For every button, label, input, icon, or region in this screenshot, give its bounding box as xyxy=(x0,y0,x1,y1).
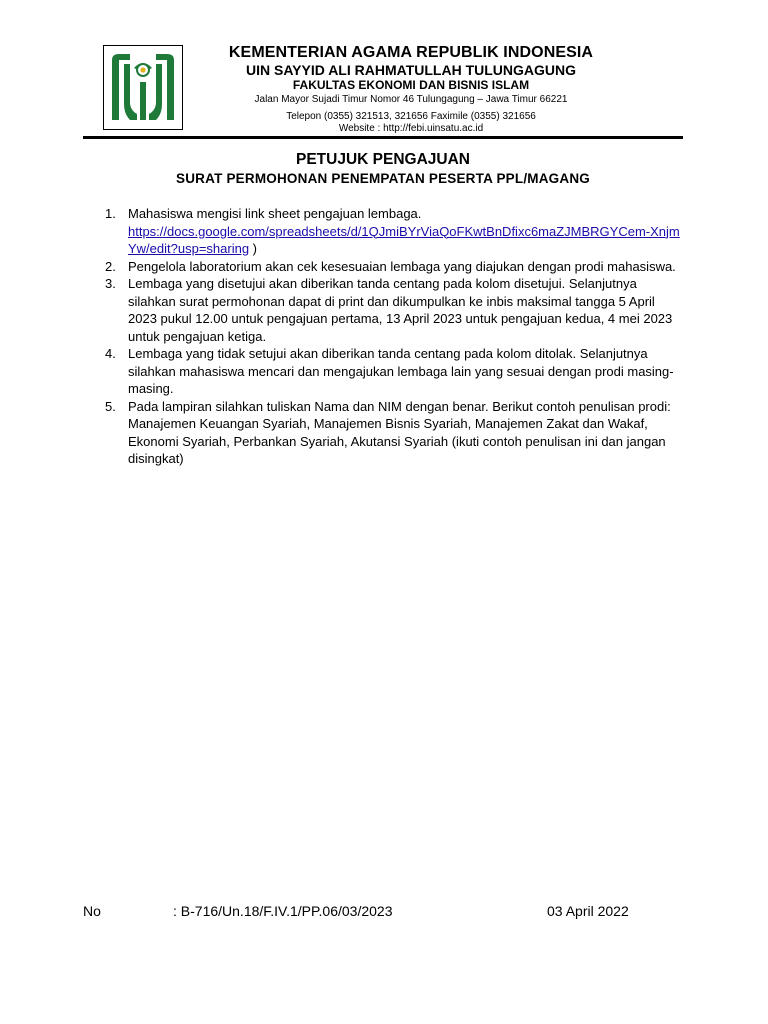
link-close-paren: ) xyxy=(249,241,258,256)
university-logo xyxy=(103,45,183,130)
item-text: Mahasiswa mengisi link sheet pengajuan lembaga. xyxy=(128,206,422,221)
letter-number-label: No xyxy=(83,903,101,919)
list-item xyxy=(83,258,683,276)
letter-number-value: : B-716/Un.18/F.IV.1/PP.06/03/2023 xyxy=(173,903,393,919)
instruction-list xyxy=(83,205,683,468)
list-item xyxy=(83,398,683,468)
item-number: 4. xyxy=(105,346,116,361)
university-name: UIN SAYYID ALI RAHMATULLAH TULUNGAGUNG xyxy=(245,62,577,78)
document-title-block xyxy=(83,150,683,187)
spreadsheet-link[interactable]: https://docs.google.com/spreadsheets/d/1QJmiBYrViaQoFKwtBnDfixc6maZJMBRGYCem-XnjmYw/edit?usp=sharing xyxy=(128,223,680,256)
item-number: 5. xyxy=(105,398,116,414)
list-item xyxy=(83,275,683,345)
letterhead-text xyxy=(196,43,626,135)
letter-date: 03 April 2022 xyxy=(547,903,629,919)
list-item xyxy=(83,345,683,398)
letterhead-divider xyxy=(83,136,683,139)
item-text: Pada lampiran silahkan tuliskan Nama dan NIM dengan benar. Berikut contoh penulisan prodi: Manajemen Keuangan Syariah, Manajemen Bisnis Syariah, Manajemen Zakat dan Wakaf, Ekonomi Syariah, Perbankan Syariah, Akutansi Syariah (ikuti contoh penulisan ini dan jangan disingkat) xyxy=(128,398,671,466)
document-subtitle: SURAT PERMOHONAN PENEMPATAN PESERTA PPL/MAGANG xyxy=(176,171,590,186)
list-item xyxy=(83,205,683,258)
letterhead xyxy=(0,0,768,142)
item-number: 3. xyxy=(105,276,116,291)
item-text: Lembaga yang disetujui akan diberikan tanda centang pada kolom disetujui. Selanjutnya silahkan surat permohonan dapat di print dan dikumpulkan ke inbis maksimal tangga 5 April 2023 pukul 12.00 untuk pengajuan pertama, 13 April 2023 untuk pengajuan kedua, 4 mei 2023 untuk pengajuan ketiga. xyxy=(128,276,673,344)
phone-fax: Telepon (0355) 321513, 321656 Faximile (0355) 321656 xyxy=(286,111,536,122)
faculty-name: FAKULTAS EKONOMI DAN BISNIS ISLAM xyxy=(292,78,530,92)
letter-number-row xyxy=(83,902,683,920)
address: Jalan Mayor Sujadi Timur Nomor 46 Tulungagung – Jawa Timur 66221 xyxy=(254,94,568,105)
item-number: 2. xyxy=(105,258,116,274)
item-text: Lembaga yang tidak setujui akan diberikan tanda centang pada kolom ditolak. Selanjutnya silahkan mahasiswa mencari dan mengajukan lembaga lain yang sesuai dengan prodi masing-masing. xyxy=(128,346,674,396)
item-number: 1. xyxy=(105,206,116,221)
ministry-name: KEMENTERIAN AGAMA REPUBLIK INDONESIA xyxy=(228,44,594,61)
website: Website : http://febi.uinsatu.ac.id xyxy=(338,123,484,134)
item-text: Pengelola laboratorium akan cek kesesuaian lembaga yang diajukan dengan prodi mahasiswa. xyxy=(128,258,676,274)
document-title: PETUJUK PENGAJUAN xyxy=(296,151,470,168)
uin-logo-icon xyxy=(110,52,176,123)
